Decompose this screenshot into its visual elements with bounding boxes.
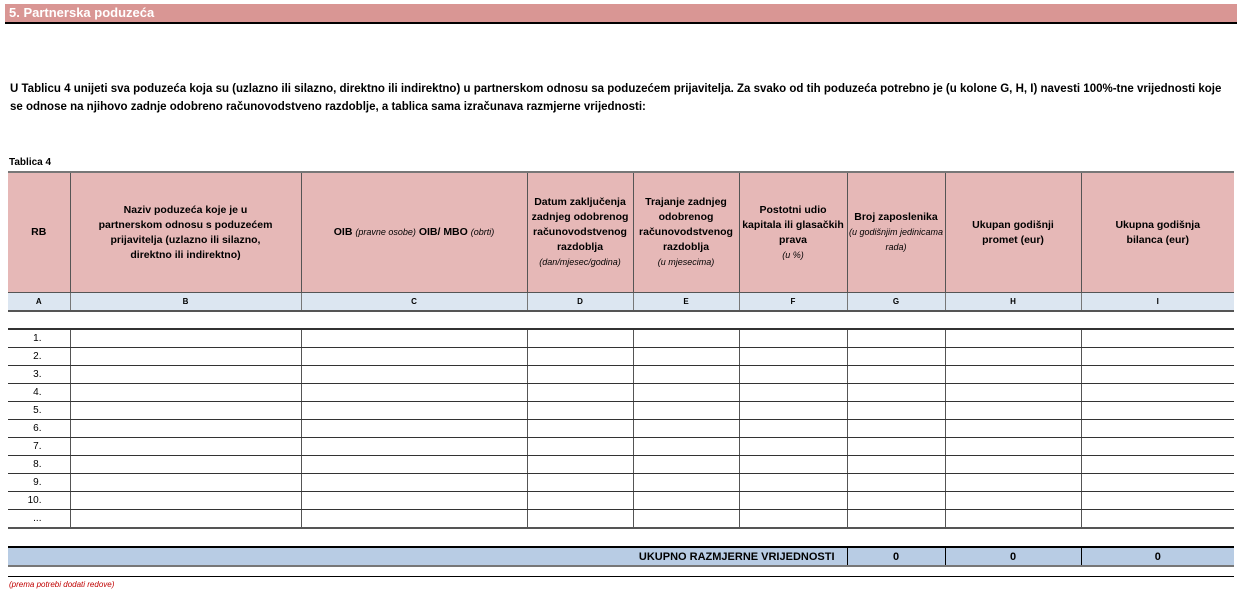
cell-e[interactable] <box>633 348 739 366</box>
cell-g[interactable] <box>847 329 945 348</box>
cell-b[interactable] <box>70 348 301 366</box>
cell-c[interactable] <box>301 329 527 348</box>
cell-e[interactable] <box>633 492 739 510</box>
header-rb: RB <box>8 172 70 293</box>
table-row <box>8 366 1234 384</box>
cell-i[interactable] <box>1081 348 1234 366</box>
column-letter: B <box>70 293 301 312</box>
cell-g[interactable] <box>847 456 945 474</box>
cell-i[interactable] <box>1081 420 1234 438</box>
cell-d[interactable] <box>527 329 633 348</box>
cell-h[interactable] <box>945 492 1081 510</box>
header-date: Datum zaključenja zadnjeg odobrenog računovodstvenog razdoblja (dan/mjesec/godina) <box>527 172 633 293</box>
cell-e[interactable] <box>633 438 739 456</box>
column-letter: F <box>739 293 847 312</box>
row-number: 1. <box>8 329 70 348</box>
row-number: 9. <box>8 474 70 492</box>
cell-f[interactable] <box>739 438 847 456</box>
table-row <box>8 329 1234 348</box>
cell-f[interactable] <box>739 402 847 420</box>
cell-e[interactable] <box>633 384 739 402</box>
cell-g[interactable] <box>847 366 945 384</box>
header-balance: Ukupna godišnja bilanca (eur) <box>1081 172 1234 293</box>
column-letter: H <box>945 293 1081 312</box>
column-letters-row <box>8 293 1234 312</box>
cell-b[interactable] <box>70 474 301 492</box>
cell-f[interactable] <box>739 348 847 366</box>
row-number: 2. <box>8 348 70 366</box>
cell-i[interactable] <box>1081 438 1234 456</box>
cell-b[interactable] <box>70 402 301 420</box>
row-number: 6. <box>8 420 70 438</box>
cell-g[interactable] <box>847 510 945 529</box>
cell-c[interactable] <box>301 420 527 438</box>
cell-i[interactable] <box>1081 456 1234 474</box>
column-letter: D <box>527 293 633 312</box>
cell-f[interactable] <box>739 456 847 474</box>
section-title: 5. Partnerska poduzeća <box>5 4 1237 24</box>
table-row <box>8 456 1234 474</box>
cell-b[interactable] <box>70 438 301 456</box>
cell-h[interactable] <box>945 510 1081 529</box>
total-balance: 0 <box>1081 547 1234 566</box>
total-employees: 0 <box>847 547 945 566</box>
header-oib: OIB (pravne osobe) OIB/ MBO (obrti) <box>301 172 527 293</box>
header-row <box>8 172 1234 293</box>
row-number: ... <box>8 510 70 529</box>
table-row <box>8 438 1234 456</box>
intro-text: U Tablicu 4 unijeti sva poduzeća koja su (uzlazno ili silazno, direktno ili indirektno) u partnerskom odnosu sa poduzećem prijavitelja. Za svako od tih poduzeća potrebno je (u kolone G, H, I) navesti 100%-tne vrijednosti koje se odnose na njihovo zadnje odobreno računovodstveno razdoblje, a tablica sama izračunava razmjerne vrijednosti: <box>10 83 1222 113</box>
cell-i[interactable] <box>1081 329 1234 348</box>
total-row <box>8 547 1234 566</box>
cell-c[interactable] <box>301 474 527 492</box>
cell-b[interactable] <box>70 420 301 438</box>
cell-i[interactable] <box>1081 474 1234 492</box>
cell-h[interactable] <box>945 402 1081 420</box>
spacer <box>8 528 1234 547</box>
cell-d[interactable] <box>527 510 633 529</box>
table-row <box>8 402 1234 420</box>
cell-e[interactable] <box>633 510 739 529</box>
cell-f[interactable] <box>739 329 847 348</box>
cell-d[interactable] <box>527 384 633 402</box>
spacer <box>8 311 1234 329</box>
column-letter: C <box>301 293 527 312</box>
column-letter: A <box>8 293 70 312</box>
cell-e[interactable] <box>633 456 739 474</box>
cell-i[interactable] <box>1081 510 1234 529</box>
cell-h[interactable] <box>945 329 1081 348</box>
cell-h[interactable] <box>945 420 1081 438</box>
table-row <box>8 420 1234 438</box>
cell-b[interactable] <box>70 510 301 529</box>
cell-f[interactable] <box>739 474 847 492</box>
total-label: UKUPNO RAZMJERNE VRIJEDNOSTI <box>8 547 847 566</box>
row-number: 7. <box>8 438 70 456</box>
cell-e[interactable] <box>633 329 739 348</box>
cell-b[interactable] <box>70 492 301 510</box>
table-row <box>8 474 1234 492</box>
row-number: 5. <box>8 402 70 420</box>
cell-c[interactable] <box>301 384 527 402</box>
table-row <box>8 348 1234 366</box>
header-share: Postotni udio kapitala ili glasačkih prava (u %) <box>739 172 847 293</box>
cell-f[interactable] <box>739 420 847 438</box>
table-caption: Tablica 4 <box>9 157 52 168</box>
cell-e[interactable] <box>633 366 739 384</box>
table-row <box>8 492 1234 510</box>
cell-c[interactable] <box>301 456 527 474</box>
row-number: 10. <box>8 492 70 510</box>
cell-g[interactable] <box>847 492 945 510</box>
column-letter: I <box>1081 293 1234 312</box>
cell-h[interactable] <box>945 348 1081 366</box>
cell-b[interactable] <box>70 456 301 474</box>
partner-table <box>8 171 1234 567</box>
cell-d[interactable] <box>527 474 633 492</box>
total-turnover: 0 <box>945 547 1081 566</box>
cell-h[interactable] <box>945 474 1081 492</box>
cell-c[interactable] <box>301 492 527 510</box>
cell-d[interactable] <box>527 492 633 510</box>
column-letter: E <box>633 293 739 312</box>
cell-c[interactable] <box>301 402 527 420</box>
table-row <box>8 510 1234 529</box>
divider <box>8 576 1234 577</box>
header-duration: Trajanje zadnjeg odobrenog računovodstvenog razdoblja (u mjesecima) <box>633 172 739 293</box>
cell-d[interactable] <box>527 348 633 366</box>
cell-d[interactable] <box>527 366 633 384</box>
cell-b[interactable] <box>70 384 301 402</box>
cell-h[interactable] <box>945 456 1081 474</box>
cell-g[interactable] <box>847 348 945 366</box>
cell-h[interactable] <box>945 384 1081 402</box>
cell-c[interactable] <box>301 366 527 384</box>
header-employees: Broj zaposlenika (u godišnjim jedinicama rada) <box>847 172 945 293</box>
row-number: 4. <box>8 384 70 402</box>
cell-c[interactable] <box>301 510 527 529</box>
column-letter: G <box>847 293 945 312</box>
header-turnover: Ukupan godišnji promet (eur) <box>945 172 1081 293</box>
cell-e[interactable] <box>633 474 739 492</box>
cell-b[interactable] <box>70 366 301 384</box>
cell-e[interactable] <box>633 420 739 438</box>
cell-f[interactable] <box>739 366 847 384</box>
cell-g[interactable] <box>847 384 945 402</box>
cell-g[interactable] <box>847 420 945 438</box>
row-number: 3. <box>8 366 70 384</box>
cell-g[interactable] <box>847 402 945 420</box>
cell-i[interactable] <box>1081 492 1234 510</box>
table-row <box>8 384 1234 402</box>
cell-f[interactable] <box>739 492 847 510</box>
cell-h[interactable] <box>945 438 1081 456</box>
row-number: 8. <box>8 456 70 474</box>
cell-e[interactable] <box>633 402 739 420</box>
cell-d[interactable] <box>527 402 633 420</box>
cell-g[interactable] <box>847 474 945 492</box>
footnote: (prema potrebi dodati redove) <box>9 580 115 589</box>
cell-d[interactable] <box>527 456 633 474</box>
cell-i[interactable] <box>1081 384 1234 402</box>
cell-d[interactable] <box>527 420 633 438</box>
cell-c[interactable] <box>301 438 527 456</box>
cell-i[interactable] <box>1081 402 1234 420</box>
cell-d[interactable] <box>527 438 633 456</box>
header-name: Naziv poduzeća koje je u partnerskom odnosu s poduzećem prijavitelja (uzlazno ili silazno, direktno ili indirektno) <box>70 172 301 293</box>
cell-g[interactable] <box>847 438 945 456</box>
cell-b[interactable] <box>70 329 301 348</box>
cell-h[interactable] <box>945 366 1081 384</box>
cell-f[interactable] <box>739 384 847 402</box>
cell-i[interactable] <box>1081 366 1234 384</box>
cell-f[interactable] <box>739 510 847 529</box>
cell-c[interactable] <box>301 348 527 366</box>
